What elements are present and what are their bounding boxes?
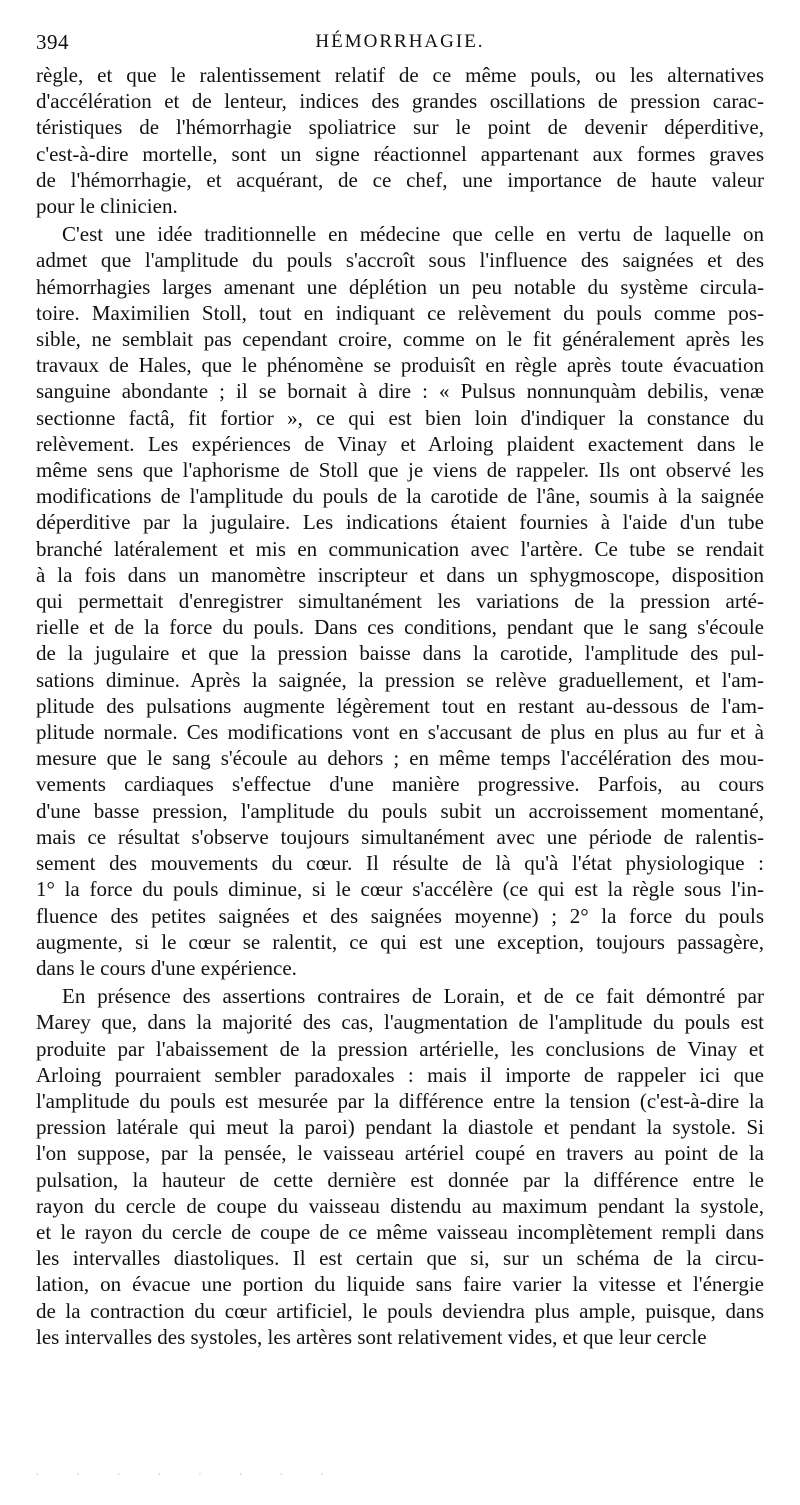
text-line: pour le clinicien. (36, 194, 178, 219)
text-line: fluence des petites saignées et des saignées moyenne) ; 2° la force du pouls (36, 903, 764, 928)
text-line: et le rayon du cercle de coupe de ce même vaisseau incomplètement rempli dans (36, 1219, 764, 1244)
text-line: même sens que l'aphorisme de Stoll que je viens de rappeler. Ils ont observé les (36, 458, 764, 483)
text-line: mais ce résultat s'observe toujours simultanément avec une période de ralentis- (36, 824, 764, 849)
text-line: de la contraction du cœur artificiel, le pouls deviendra plus ample, puisque, dans (36, 1298, 764, 1323)
text-line: produite par l'abaissement de la pression artérielle, les conclusions de Vinay et (36, 1036, 764, 1061)
text-line: toire. Maximilien Stoll, tout en indiquant ce relèvement du pouls comme pos- (36, 300, 764, 325)
text-line: c'est-à-dire mortelle, sont un signe réactionnel appartenant aux formes graves (36, 141, 764, 166)
text-line: sations diminue. Après la saignée, la pression se relève graduellement, et l'am- (36, 667, 764, 692)
text-line: lation, on évacue une portion du liquide sans faire varier la vitesse et l'énergie (36, 1272, 764, 1297)
text-line: plitude des pulsations augmente légèrement tout en restant au-dessous de l'am- (36, 693, 764, 718)
text-line: admet que l'amplitude du pouls s'accroît sous l'influence des saignées et des (36, 248, 764, 273)
paragraph (36, 221, 764, 981)
text-line: l'on suppose, par la pensée, le vaisseau artériel coupé en travers au point de la (36, 1141, 764, 1166)
text-line: travaux de Hales, que le phénomène se produisît en règle après toute évacuation (36, 353, 764, 378)
text-line: règle, et que le ralentissement relatif de ce même pouls, ou les alternatives (36, 63, 764, 87)
text-line: qui permettait d'enregistrer simultanément les variations de la pression arté- (36, 589, 764, 614)
text-line: déperditive par la jugulaire. Les indications étaient fournies à l'aide d'un tube (36, 510, 764, 535)
page-header (36, 30, 764, 64)
text-line: mesure que le sang s'écoule au dehors ; en même temps l'accélération des mou- (36, 746, 764, 771)
text-line: 1° la force du pouls diminue, si le cœur s'accélère (ce qui est la règle sous l'in- (36, 877, 764, 902)
text-line: les intervalles diastoliques. Il est certain que si, sur un schéma de la circu- (36, 1246, 764, 1271)
paragraph (36, 983, 764, 1350)
text-line: sanguine abondante ; il se bornait à dire : « Pulsus nonnunquàm debilis, venæ (36, 379, 764, 404)
text-line: hémorrhagies larges amenant une déplétion un peu notable du système circula- (36, 274, 764, 299)
text-line: sible, ne semblait pas cependant croire, comme on le fit généralement après les (36, 327, 764, 352)
text-line: d'accélération et de lenteur, indices des grandes oscillations de pression carac- (36, 89, 764, 114)
text-line: téristiques de l'hémorrhagie spoliatrice sur le point de devenir déperditive, (36, 115, 764, 140)
text-line: de la jugulaire et que la pression baisse dans la carotide, l'amplitude des pul- (36, 641, 764, 666)
text-line: relèvement. Les expériences de Vinay et Arloing plaident exactement dans le (36, 431, 764, 456)
text-line: Marey que, dans la majorité des cas, l'augmentation de l'amplitude du pouls est (36, 1010, 764, 1035)
text-line: d'une basse pression, l'amplitude du pouls subit un accroissement momentané, (36, 798, 764, 823)
text-line: plitude normale. Ces modifications vont en s'accusant de plus en plus au fur et à (36, 720, 764, 745)
text-line: C'est une idée traditionnelle en médecine que celle en vertu de laquelle on (62, 222, 764, 247)
text-line: de l'hémorrhagie, et acquérant, de ce chef, une importance de haute valeur (36, 167, 764, 192)
text-line: vements cardiaques s'effectue d'une manière progressive. Parfois, au cours (36, 772, 764, 797)
paragraph (36, 62, 764, 219)
text-line: à la fois dans un manomètre inscripteur et dans un sphygmoscope, disposition (36, 562, 764, 587)
text-line: modifications de l'amplitude du pouls de la carotide de l'âne, soumis à la saignée (36, 484, 764, 509)
text-line: augmente, si le cœur se ralentit, ce qui est une exception, toujours passagère, (36, 929, 764, 954)
running-head: HÉMORRHAGIE. (315, 31, 485, 52)
body-text (36, 62, 764, 1350)
text-line: Arloing pourraient sembler paradoxales : mais il importe de rappeler ici que (36, 1062, 764, 1087)
text-line: rielle et de la force du pouls. Dans ces conditions, pendant que le sang s'écoule (36, 615, 764, 640)
text-line: En présence des assertions contraires de Lorain, et de ce fait démontré par (62, 984, 764, 1009)
text-line: pression latérale qui meut la paroi) pendant la diastole et pendant la systole. Si (36, 1115, 764, 1140)
text-line: branché latéralement et mis en communication avec l'artère. Ce tube se rendait (36, 536, 764, 561)
text-line: les intervalles des systoles, les artères sont relativement vides, et que leur cercle (36, 1324, 707, 1349)
text-line: sement des mouvements du cœur. Il résulte de là qu'à l'état physiologique : (36, 851, 764, 876)
page-number: 394 (36, 30, 69, 54)
text-line: l'amplitude du pouls est mesurée par la différence entre la tension (c'est-à-dire la (36, 1088, 764, 1113)
text-line: rayon du cercle de coupe du vaisseau distendu au maximum pendant la systole, (36, 1193, 764, 1218)
text-line: sectionne factâ, fit fortior », ce qui est bien loin d'indiquer la constance du (36, 405, 764, 430)
scan-speckle: · · · · · · · · (36, 1470, 342, 1479)
text-line: pulsation, la hauteur de cette dernière est donnée par la différence entre le (36, 1167, 764, 1192)
text-line: dans le cours d'une expérience. (36, 955, 297, 980)
